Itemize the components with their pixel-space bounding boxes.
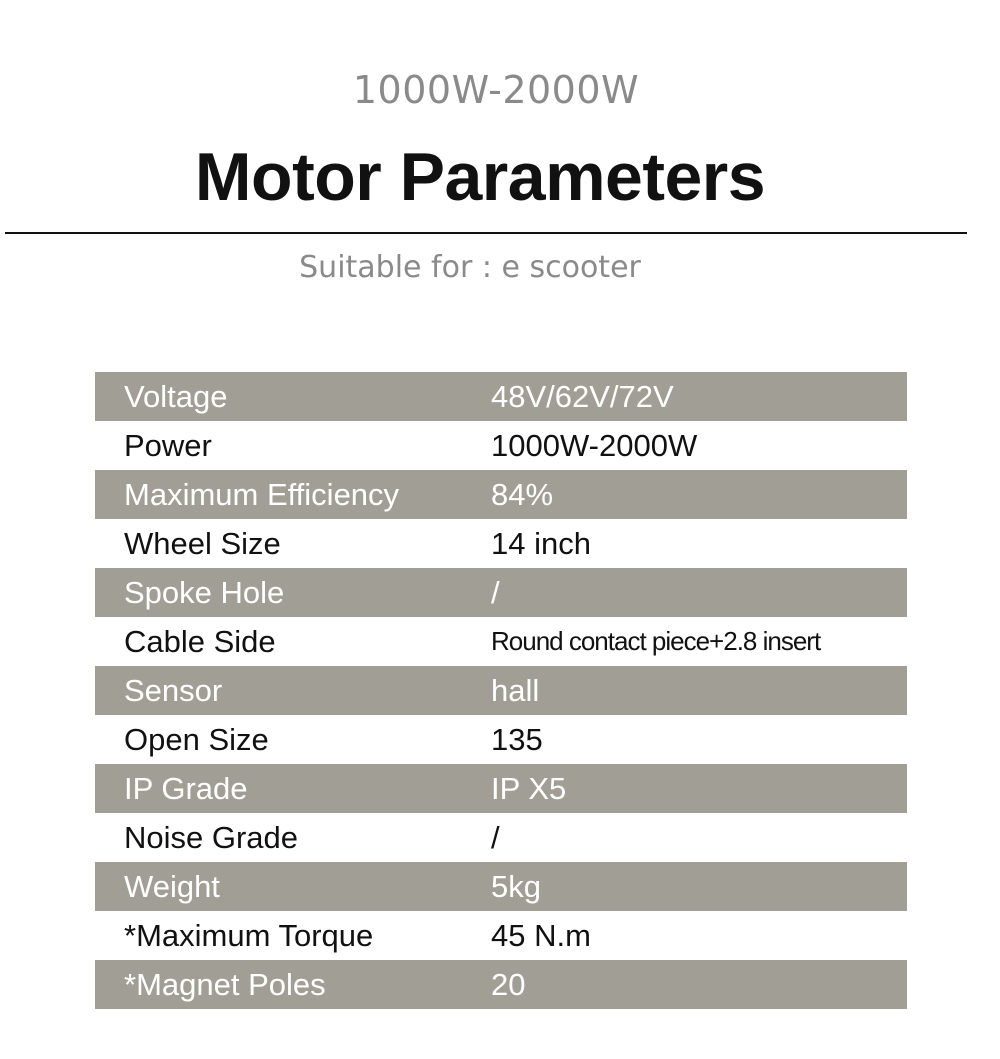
param-value: / (491, 574, 500, 610)
table-row (95, 960, 907, 1009)
table-row (95, 470, 907, 519)
param-label: Maximum Efficiency (124, 476, 400, 512)
param-label: Spoke Hole (124, 574, 285, 610)
table-row (95, 421, 907, 470)
param-label: Noise Grade (124, 819, 299, 855)
param-value: 48V/62V/72V (491, 378, 674, 414)
table-row (95, 715, 907, 764)
title-divider (5, 232, 967, 234)
param-label: IP Grade (124, 770, 248, 806)
param-value: hall (491, 672, 540, 708)
param-label: Cable Side (124, 623, 276, 659)
param-label: Wheel Size (124, 525, 281, 561)
page-title: Motor Parameters (194, 139, 766, 215)
table-row (95, 568, 907, 617)
param-label: Power (124, 427, 212, 463)
param-label: Open Size (124, 721, 269, 757)
param-label: *Maximum Torque (124, 917, 374, 953)
param-value: 1000W-2000W (491, 427, 698, 463)
param-value: 45 N.m (491, 917, 591, 953)
table-row (95, 813, 907, 862)
param-value: 84% (491, 476, 554, 512)
param-label: *Magnet Poles (124, 966, 326, 1002)
power-range-subtitle: 1000W-2000W (352, 68, 640, 112)
param-label: Voltage (124, 378, 228, 414)
table-row (95, 372, 907, 421)
param-label: Weight (124, 868, 220, 904)
parameters-table (95, 372, 907, 1009)
param-value: 20 (491, 966, 526, 1002)
param-value: 14 inch (491, 525, 591, 561)
suitable-for-text: Suitable for : e scooter (299, 250, 641, 285)
param-value: 5kg (491, 868, 541, 904)
table-row (95, 764, 907, 813)
table-row (95, 519, 907, 568)
table-row (95, 666, 907, 715)
param-value: 135 (491, 721, 543, 757)
table-row (95, 911, 907, 960)
table-row (95, 862, 907, 911)
table-row (95, 617, 907, 666)
param-value: IP X5 (491, 770, 567, 806)
param-value: Round contact piece+2.8 insert (491, 626, 821, 656)
param-label: Sensor (124, 672, 223, 708)
param-value: / (491, 819, 500, 855)
